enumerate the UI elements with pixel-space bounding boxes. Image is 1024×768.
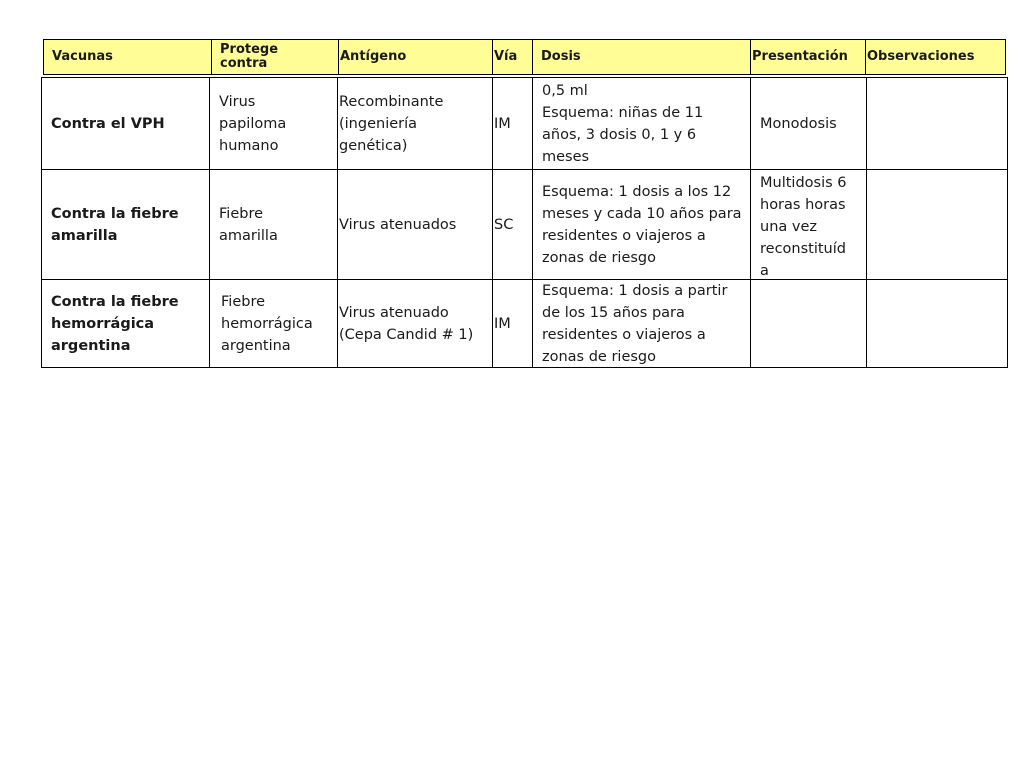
cell-antigeno: Virus atenuado (Cepa Candid # 1)	[338, 280, 493, 367]
header-observaciones: Observaciones	[867, 49, 975, 64]
header-antigeno: Antígeno	[339, 40, 493, 74]
cell-via: SC	[493, 170, 533, 279]
table-row	[42, 280, 1007, 367]
header-presentacion: Presentación	[751, 40, 866, 74]
cell-observaciones	[867, 78, 1007, 169]
cell-presentacion: Multidosis 6 horas horas una vez reconstituíd a	[751, 170, 867, 279]
cell-vacuna: Contra el VPH	[42, 78, 210, 169]
cell-via: IM	[493, 280, 533, 367]
cell-vacuna: Contra la fiebre amarilla	[42, 170, 210, 279]
cell-observaciones	[867, 170, 1007, 279]
cell-protege: Virus papiloma humano	[210, 78, 338, 169]
header-dosis: Dosis	[533, 40, 751, 74]
header-protege-contra: Protege contra	[212, 40, 339, 74]
table-row	[42, 170, 1007, 280]
cell-protege: Fiebre amarilla	[210, 170, 338, 279]
cell-presentacion: Monodosis	[751, 78, 867, 169]
cell-dosis: Esquema: 1 dosis a partir de los 15 años para residentes o viajeros a zonas de riesgo	[533, 280, 751, 367]
cell-antigeno: Virus atenuados	[338, 170, 493, 279]
header-vacunas: Vacunas	[44, 40, 212, 74]
cell-observaciones	[867, 280, 1007, 367]
vaccine-table	[41, 77, 1008, 368]
header-via: Vía	[493, 40, 533, 74]
cell-dosis: 0,5 ml Esquema: niñas de 11 años, 3 dosis 0, 1 y 6 meses	[533, 78, 751, 169]
cell-vacuna: Contra la fiebre hemorrágica argentina	[42, 280, 210, 367]
cell-protege: Fiebre hemorrágica argentina	[210, 280, 338, 367]
cell-presentacion	[751, 280, 867, 367]
cell-via: IM	[493, 78, 533, 169]
cell-dosis: Esquema: 1 dosis a los 12 meses y cada 10 años para residentes o viajeros a zonas de riesgo	[533, 170, 751, 279]
table-row	[42, 78, 1007, 170]
cell-antigeno: Recombinante (ingeniería genética)	[338, 78, 493, 169]
table-header	[43, 39, 1006, 75]
